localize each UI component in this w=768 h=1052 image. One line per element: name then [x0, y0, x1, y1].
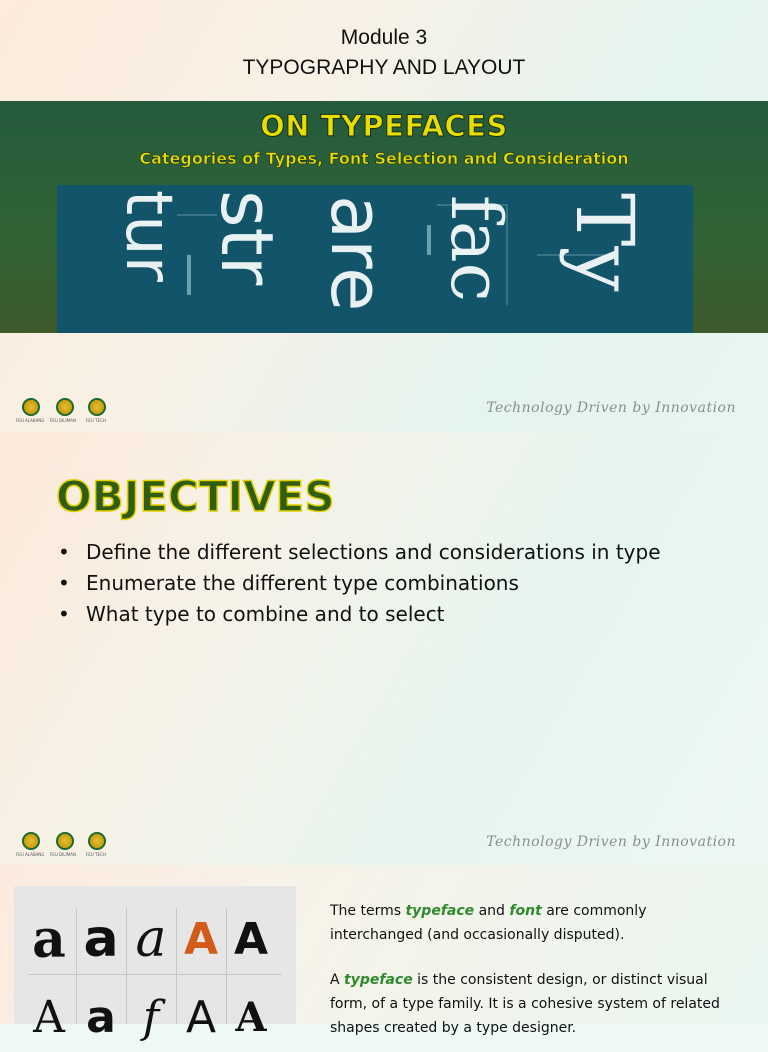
- feu-alabang-logo-icon: [22, 832, 40, 850]
- typefaces-image: [57, 185, 693, 333]
- poster-word-fac: fac: [435, 195, 517, 302]
- tagline: Technology Driven by Innovation: [486, 400, 736, 416]
- slide-module-title: [0, 0, 768, 432]
- logo-label: FEU DILIMAN: [50, 418, 76, 423]
- term-typeface: typeface: [405, 903, 475, 919]
- glyph-row2-5: A: [235, 993, 267, 1041]
- poster-word-are: are: [315, 195, 399, 312]
- grunge-a-glyph: A: [233, 913, 269, 965]
- feu-alabang-logo-icon: [22, 398, 40, 416]
- logo-label: FEU ALABANG: [16, 852, 45, 857]
- feu-diliman-logo-icon: [56, 398, 74, 416]
- module-label: Module 3: [340, 26, 428, 49]
- glyph-row2-3: f: [142, 991, 160, 1043]
- sans-bold-a-glyph: a: [83, 909, 119, 969]
- glyph-row2-1: A: [33, 991, 65, 1043]
- banner-subtitle: Categories of Types, Font Selection and Consideration: [139, 149, 629, 168]
- feu-diliman-logo-icon: [56, 832, 74, 850]
- decorative-a-glyph: A: [183, 913, 219, 965]
- logo-label: FEU TECH: [86, 418, 106, 423]
- paragraph-typeface-definition: A typeface is the consistent design, or distinct visual form, of a type family. It is a cohesive system of related shapes created by a type designer.: [330, 972, 720, 1036]
- objective-text: Enumerate the different type combinations: [86, 571, 519, 595]
- list-item: • Enumerate the different type combinations: [58, 571, 519, 595]
- logo-label: FEU DILIMAN: [50, 852, 76, 857]
- script-a-glyph: a: [135, 909, 167, 969]
- logo-label: FEU ALABANG: [16, 418, 45, 423]
- feu-tech-logo-icon: [88, 398, 106, 416]
- tagline: Technology Driven by Innovation: [486, 834, 736, 850]
- paragraph-terms: The terms typeface and font are commonly interchanged (and occasionally disputed).: [330, 903, 647, 943]
- glyph-row2-4: A: [185, 991, 217, 1043]
- objective-text: Define the different selections and considerations in type: [86, 540, 661, 564]
- feu-tech-logo-icon: [88, 832, 106, 850]
- blackletter-a-glyph: a: [32, 908, 66, 970]
- banner-title: ON TYPEFACES: [260, 109, 508, 143]
- objectives-list: [58, 537, 661, 630]
- glyph-row2-2: a: [86, 991, 116, 1043]
- glyph-samples-image: [14, 886, 296, 1043]
- poster-word-tur: tur: [111, 190, 185, 282]
- objectives-title: OBJECTIVES: [56, 472, 335, 521]
- title-banner: [0, 101, 768, 333]
- term-font: font: [509, 903, 542, 919]
- poster-word-ty: Ty: [558, 193, 651, 292]
- poster-word-str: str: [205, 190, 289, 286]
- slide-objectives: [0, 432, 768, 865]
- slide-typeface-definition: [0, 865, 768, 1043]
- objective-text: What type to combine and to select: [86, 602, 445, 626]
- list-item: • What type to combine and to select: [58, 602, 445, 626]
- school-logos: [16, 398, 112, 426]
- list-item: • Define the different selections and considerations in type: [58, 540, 661, 564]
- course-title: TYPOGRAPHY AND LAYOUT: [242, 56, 526, 79]
- school-logos: [16, 832, 112, 860]
- typefaces-poster-graphic: [57, 185, 693, 333]
- logo-label: FEU TECH: [86, 852, 106, 857]
- term-typeface: typeface: [344, 972, 413, 988]
